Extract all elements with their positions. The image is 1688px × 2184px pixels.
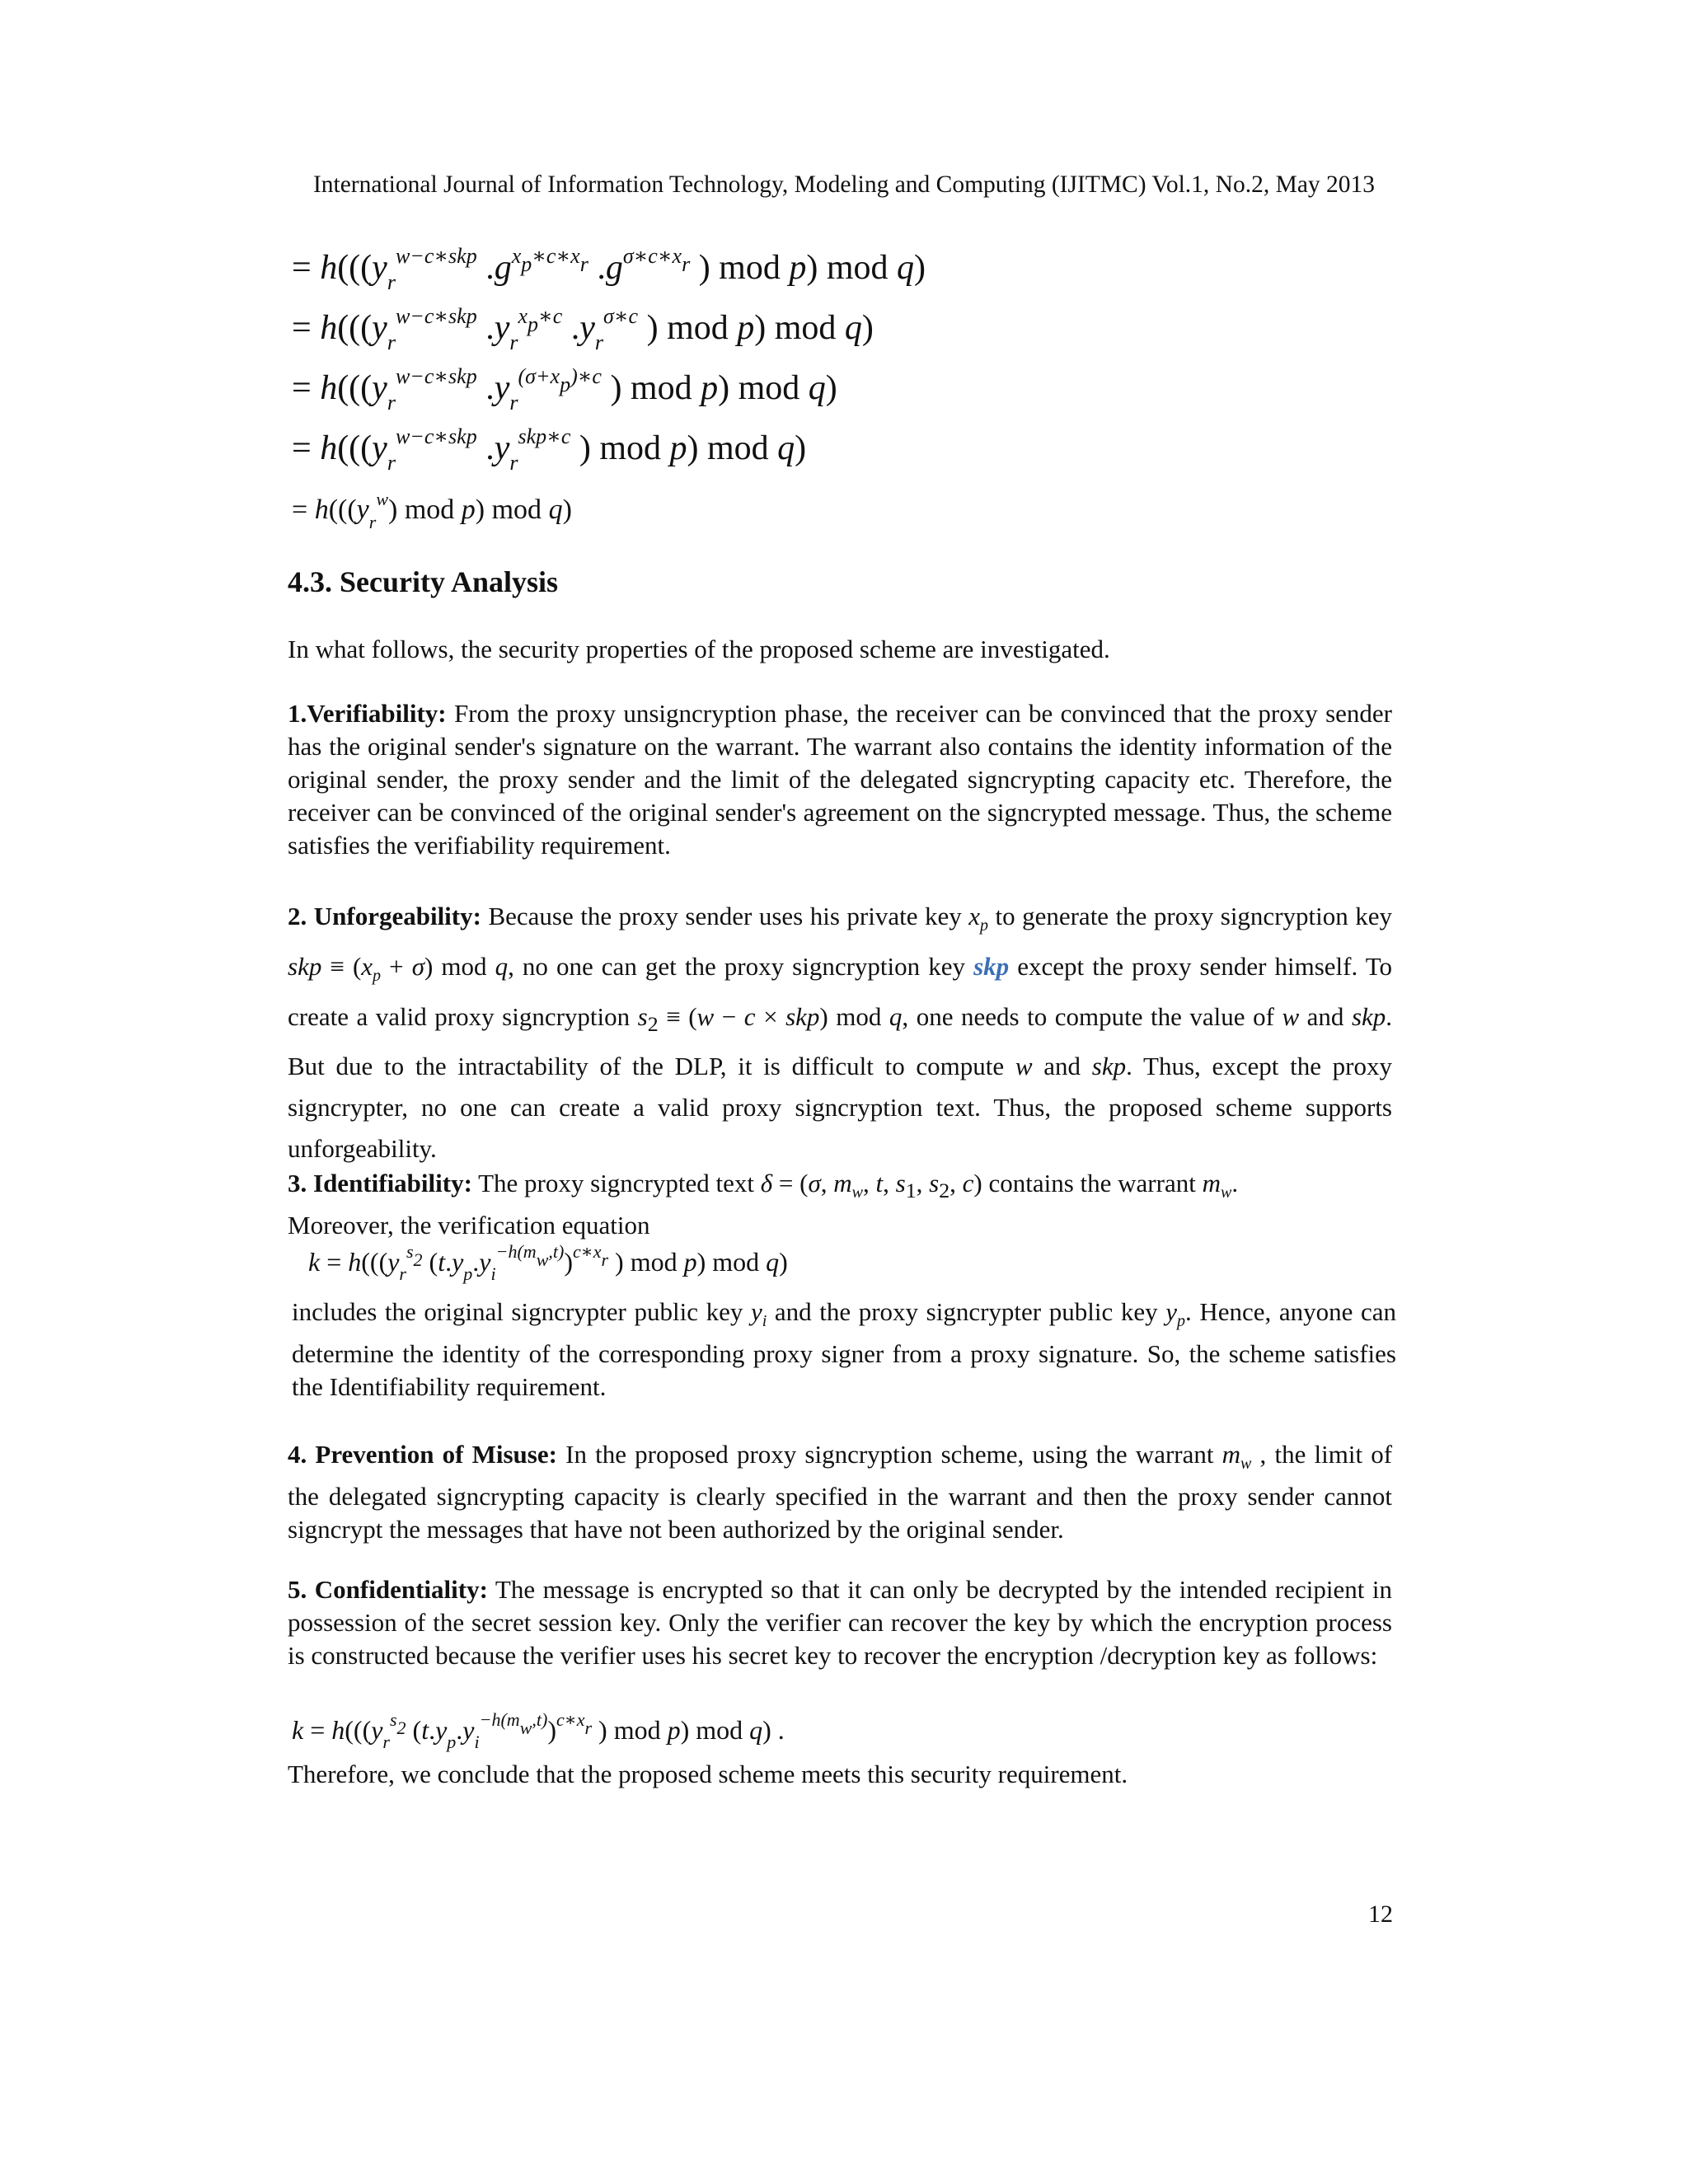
unforgeability-label: 2. Unforgeability: xyxy=(288,902,481,930)
confidentiality-text: The message is encrypted so that it can only be decrypted by the intended recipient in possession of the secret session key. Only the verifier can recover the key by which the encryption process is constructed because the verifier uses his secret key to recover the encryption /decryption key as follows: xyxy=(288,1575,1392,1670)
unforgeability-paragraph: 2. Unforgeability: Because the proxy sender uses his private key $x_p$ to generate the proxy signcryption key skp ≡ $(x_p + \sigma)$ mod q, no one can get the proxy signcryption key skp except the proxy sender himself. To create a valid proxy signcryption $s_2 \equiv (w - c \times skp)$ mod q, one needs to compute the value of w and skp. But due to the intractability of the DLP, it is difficult to compute w and skp. Thus, except the proxy signcrypter, no one can create a valid proxy signcryption text. Thus, the proposed scheme supports unforgeability. xyxy=(288,902,1393,1163)
verifiability-paragraph xyxy=(288,697,1392,862)
equation-line-1: = $h(((y_r^{w-c∗skp}$ $.g^{x_p∗c∗x_r}$ $.g^{\sigma∗c∗x_r}$ ) mod p) mod q) xyxy=(292,244,926,295)
confidentiality-conclusion: Therefore, we conclude that the proposed scheme meets this security requirement. xyxy=(288,1760,1128,1788)
confidentiality-paragraph xyxy=(288,1573,1392,1672)
equation-line-3: = $h(((y_r^{w-c∗skp}$ $.y_r^{(\sigma+x_p)∗c}$ ) mod p) mod q) xyxy=(292,364,837,415)
equation-line-2: = $h(((y_r^{w-c∗skp}$ $.y_r^{x_p∗c}$ $.y_r^{\sigma∗c}$ ) mod p) mod q) xyxy=(292,304,874,355)
equation-line-5: = $h(((y_r^w)$ mod p) mod q) xyxy=(292,488,572,532)
misuse-label: 4. Prevention of Misuse: xyxy=(288,1440,557,1469)
identifiability-label: 3. Identifiability: xyxy=(288,1169,472,1197)
misuse-paragraph: 4. Prevention of Misuse: In the proposed proxy signcryption scheme, using the warrant $m_w$ , the limit of the delegated signcrypting capacity is clearly specified in the warrant and then the proxy sender cannot signcrypt the messages that have not been authorized by the original sender. xyxy=(288,1440,1393,1544)
section-title: 4.3. Security Analysis xyxy=(288,565,559,598)
equation-line-4: = $h(((y_r^{w-c∗skp}$ $.y_r^{skp∗c}$ ) mod p) mod q) xyxy=(292,424,807,476)
confidentiality-label: 5. Confidentiality: xyxy=(288,1575,488,1604)
identifiability-paragraph-a: 3. Identifiability: The proxy signcrypted text δ = (σ, $m_w$, t, $s_1$, $s_2$, c) contains the warrant $m_w$. Moreover, the verification equation xyxy=(288,1169,1239,1240)
verification-equation: $k = h(((y_r^{s_2}$ $(t.y_p.y_i^{-h(m_w,t)})^{c∗x_r}$ ) mod p) mod q) xyxy=(308,1241,788,1285)
verifiability-label: 1.Verifiability: xyxy=(288,699,447,728)
section-intro: In what follows, the security properties of the proposed scheme are investigated. xyxy=(288,635,1110,663)
journal-header: International Journal of Information Technology, Modeling and Computing (IJITMC) Vol.1, No.2, May 2013 xyxy=(312,171,1376,198)
key-recovery-equation: $k = h(((y_r^{s_2}$ $(t.y_p.y_i^{-h(m_w,t)})^{c∗x_r}$ ) mod p) mod q) . xyxy=(292,1709,785,1753)
page-number: 12 xyxy=(1368,1900,1393,1928)
identifiability-paragraph-b: includes the original signcrypter public key $y_i$ and the proxy signcrypter public key $y_p$. Hence, anyone can determine the identity of the corresponding proxy signer from a proxy signature. So, the scheme satisfies the Identifiability requirement. xyxy=(292,1297,1396,1402)
verifiability-text: From the proxy unsigncryption phase, the receiver can be convinced that the proxy sender has the original sender's signature on the warrant. The warrant also contains the identity information of the original sender, the proxy sender and the limit of the delegated signcrypting capacity etc. Therefore, the receiver can be convinced of the original sender's agreement on the signcrypted message. Thus, the scheme satisfies the verifiability requirement. xyxy=(288,699,1392,860)
